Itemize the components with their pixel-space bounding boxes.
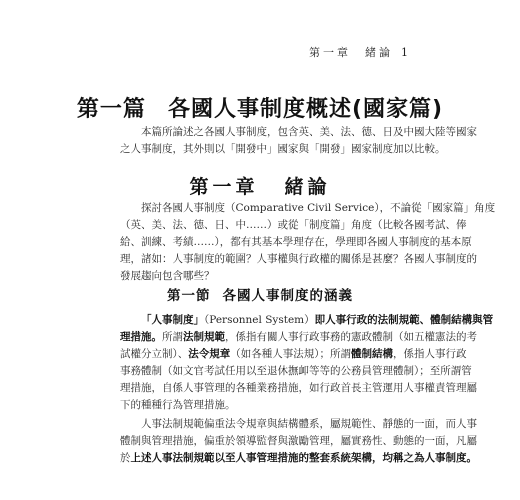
intro-line: 本篇所論述之各國人事制度，包含英、美、法、德、日及中國大陸等國家 — [141, 126, 477, 138]
text-run: 試權分立制）、 — [120, 348, 189, 360]
body-paragraph-1 — [120, 200, 496, 285]
body-line — [120, 329, 477, 346]
text-run: 於 — [120, 452, 131, 464]
section-title: 各國人事制度的涵義 — [222, 288, 353, 304]
text-run: （如各種人事法規）；所謂 — [230, 348, 351, 360]
bold-term: 上述人事法制規範以至人事管理措施的整套系統架構，均稱之為人事制度。 — [130, 452, 477, 464]
bold-term: 理措施。 — [120, 331, 162, 343]
intro-paragraph — [120, 124, 477, 158]
body-line: 探討各國人事制度（Comparative Civil Service），不論從「國家篇」角度 — [141, 202, 496, 214]
body-line: 給、訓練、考績……），都有其基本學理存在，學理即各國人事制度的基本原 — [120, 236, 472, 248]
intro-line: 之人事制度，其外則以「開發中」國家與「開發」國家制度加以比較。 — [120, 143, 446, 155]
body-paragraph-3 — [120, 416, 477, 467]
running-title: 第一章 緒論 — [309, 46, 393, 59]
section-label: 第一節 — [167, 288, 211, 304]
body-line: 下的種種行為管理措施。 — [120, 399, 236, 411]
chapter-heading — [0, 172, 520, 199]
page-number: 1 — [401, 46, 408, 59]
body-line — [120, 312, 494, 329]
body-paragraph-2 — [120, 312, 494, 414]
chapter-label: 第一章 — [189, 176, 259, 198]
text-run: ，係指人事行政 — [393, 348, 467, 360]
running-header — [309, 44, 408, 60]
bold-term: 體制結構 — [351, 348, 393, 360]
bold-term: 「人事制度」 — [141, 314, 204, 326]
text-run: ，係指有關人事行政事務的憲政體制（如五權憲法的考 — [225, 331, 477, 343]
section-heading — [0, 284, 520, 304]
body-line: 理，諸如：人事制度的範圍？人事權與行政權的關係是甚麼？各國人事制度的 — [120, 253, 477, 265]
part-title: 各國人事制度概述(國家篇) — [167, 97, 444, 122]
body-line: 理措施，自係人事管理的各種業務措施，如行政首長主管運用人事權責管理屬 — [120, 382, 477, 394]
body-line: 發展趨向包含哪些？ — [120, 270, 215, 282]
body-line — [120, 346, 467, 363]
body-line — [120, 450, 477, 467]
chapter-title: 緒論 — [284, 176, 331, 198]
part-heading — [0, 92, 520, 123]
body-line: （英、美、法、德、日、中……）或從「制度篇」角度（比較各國考試、俸 — [120, 219, 467, 231]
part-label: 第一篇 — [76, 97, 146, 122]
bold-term: 法令規章 — [188, 348, 231, 360]
bold-term: 法制規範 — [183, 331, 225, 343]
body-line: 事務體制（如文官考試任用以至退休撫卹等等的公務員管理體制）；至所謂管 — [120, 365, 472, 377]
body-line: 人事法制規範偏重法令規章與結構體系，屬規範性、靜態的一面，而人事 — [141, 418, 477, 430]
bold-term: 即人事行政的法制規範、體制結構與管 — [314, 314, 494, 326]
text-run: （Personnel System） — [204, 314, 315, 326]
body-line: 體制與管理措施，偏重於領導監督與激勵管理，屬實務性、動態的一面，凡屬 — [120, 435, 477, 447]
text-run: 所謂 — [162, 331, 183, 343]
